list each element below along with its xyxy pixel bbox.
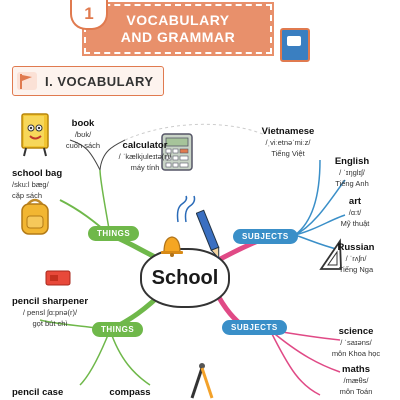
bell-icon: [158, 232, 186, 258]
word-pencil-case: pencil case: [12, 387, 64, 398]
wavy-lines: [174, 194, 200, 224]
banner-line-1: VOCABULARY: [126, 12, 230, 28]
word-compass: compass: [109, 387, 151, 398]
banner-line-2: AND GRAMMAR: [120, 29, 236, 45]
subjects-tag-bottom: SUBJECTS: [222, 320, 287, 335]
compass-tool-icon: [182, 360, 222, 400]
word-pencil-sharpener: pencil sharpener / pensl ʃɑ:pnə(r)/ gọt bút chì: [11, 296, 89, 328]
word-book: book /bʊk/ cuốn sách: [65, 118, 101, 150]
word-english: English / ˈɪŋglɪʃ/ Tiếng Anh: [334, 156, 370, 188]
word-vietnamese: Vietnamese /ˌviːetnəˈmiːz/ Tiếng Việt: [261, 126, 315, 158]
section-title: I. VOCABULARY: [45, 73, 154, 89]
subjects-tag-top: SUBJECTS: [233, 229, 298, 244]
word-school-bag: school bag /sku:l bæg/ cặp sách: [12, 168, 63, 200]
word-science: science / ˈsaɪəns/ môn Khoa học: [331, 326, 381, 358]
center-word: School: [151, 266, 219, 289]
word-art: art /ɑ:t/ Mỹ thuật: [340, 196, 370, 228]
things-tag-bottom: THINGS: [92, 322, 143, 337]
word-russian: Russian / ˈrʌʃn/ Tiếng Nga: [337, 242, 375, 274]
school-bag-icon: [18, 196, 52, 236]
word-maths: maths /mæθs/ môn Toán: [339, 364, 373, 396]
book-character-icon: [14, 110, 58, 158]
word-calculator: calculator / ˈkælkjuleɪtə(r)/ máy tính: [118, 140, 172, 172]
section-number: 1: [70, 0, 108, 30]
pencil-sharpener-icon: [44, 268, 72, 288]
things-tag-top: THINGS: [88, 226, 139, 241]
